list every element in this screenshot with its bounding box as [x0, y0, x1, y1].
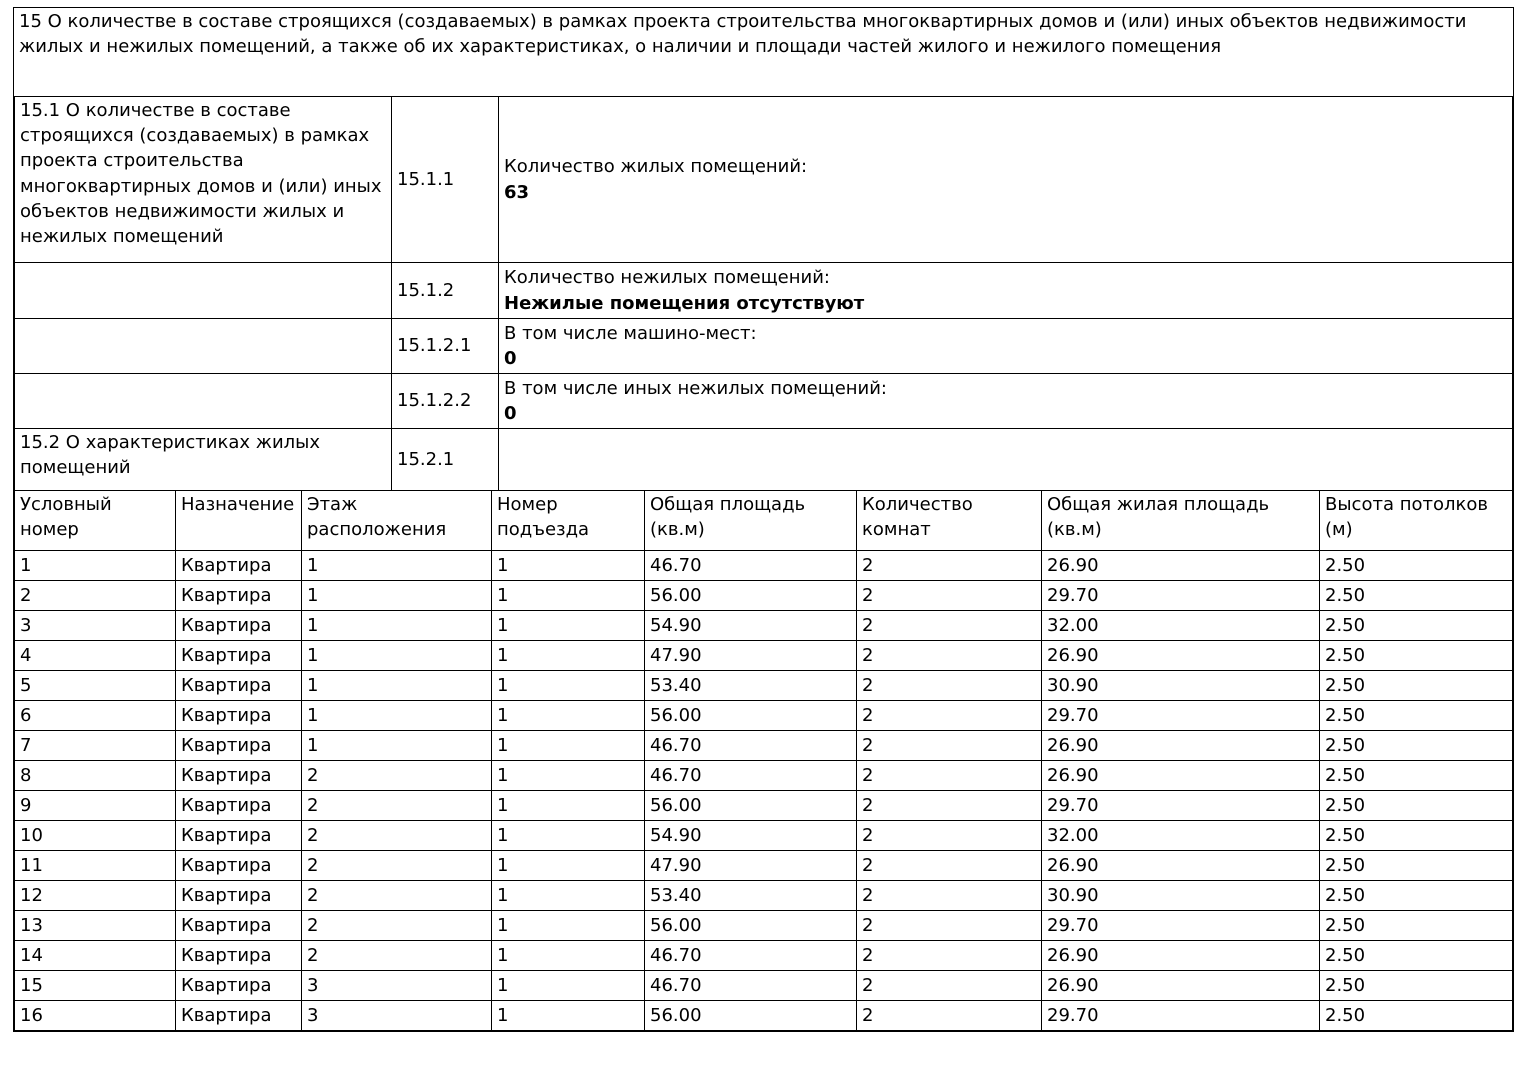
info-content-cell: [499, 374, 1513, 429]
cell-total-area: 56.00: [645, 791, 857, 821]
field-label: Количество нежилых помещений:: [504, 267, 830, 289]
column-header-purpose: Назначение: [176, 491, 302, 551]
cell-total-area: 46.70: [645, 551, 857, 581]
cell-purpose: Квартира: [176, 731, 302, 761]
cell-entrance: 1: [492, 911, 645, 941]
cell-floor: 3: [302, 971, 492, 1001]
cell-rooms: 2: [857, 791, 1042, 821]
cell-purpose: Квартира: [176, 611, 302, 641]
cell-rooms: 2: [857, 761, 1042, 791]
cell-entrance: 1: [492, 671, 645, 701]
apartment-row: [15, 851, 1513, 881]
apartment-row: [15, 731, 1513, 761]
info-topic-cell: [15, 319, 392, 374]
apartment-row: [15, 821, 1513, 851]
info-row: [15, 263, 1513, 319]
cell-floor: 3: [302, 1001, 492, 1031]
cell-floor: 2: [302, 911, 492, 941]
cell-entrance: 1: [492, 941, 645, 971]
cell-entrance: 1: [492, 641, 645, 671]
field-label: В том числе иных нежилых помещений:: [504, 377, 887, 399]
cell-ceiling-height: 2.50: [1320, 911, 1513, 941]
project-declaration-section-15: [13, 7, 1514, 1032]
apartment-row: [15, 611, 1513, 641]
cell-living-area: 26.90: [1042, 971, 1320, 1001]
column-header-floor: Этаж расположения: [302, 491, 492, 551]
cell-purpose: Квартира: [176, 701, 302, 731]
cell-living-area: 26.90: [1042, 761, 1320, 791]
cell-purpose: Квартира: [176, 551, 302, 581]
cell-number: 12: [15, 881, 176, 911]
cell-purpose: Квартира: [176, 1001, 302, 1031]
cell-entrance: 1: [492, 791, 645, 821]
cell-entrance: 1: [492, 851, 645, 881]
cell-floor: 1: [302, 671, 492, 701]
apartment-row: [15, 671, 1513, 701]
column-header-number: Условный номер: [15, 491, 176, 551]
cell-living-area: 29.70: [1042, 581, 1320, 611]
cell-floor: 2: [302, 761, 492, 791]
apartment-row: [15, 1001, 1513, 1031]
info-row: [15, 97, 1513, 263]
cell-number: 3: [15, 611, 176, 641]
cell-floor: 1: [302, 581, 492, 611]
cell-entrance: 1: [492, 821, 645, 851]
cell-ceiling-height: 2.50: [1320, 551, 1513, 581]
cell-rooms: 2: [857, 671, 1042, 701]
cell-purpose: Квартира: [176, 821, 302, 851]
cell-living-area: 26.90: [1042, 551, 1320, 581]
cell-ceiling-height: 2.50: [1320, 971, 1513, 1001]
cell-entrance: 1: [492, 701, 645, 731]
apartment-row: [15, 641, 1513, 671]
cell-floor: 2: [302, 851, 492, 881]
cell-entrance: 1: [492, 881, 645, 911]
info-code-cell: 15.1.2: [392, 263, 499, 319]
apartment-row: [15, 581, 1513, 611]
info-row: [15, 374, 1513, 429]
cell-total-area: 46.70: [645, 971, 857, 1001]
cell-purpose: Квартира: [176, 791, 302, 821]
field-value: 0: [504, 348, 517, 369]
cell-purpose: Квартира: [176, 971, 302, 1001]
cell-entrance: 1: [492, 971, 645, 1001]
cell-ceiling-height: 2.50: [1320, 791, 1513, 821]
field-label: В том числе машино-мест:: [504, 322, 757, 344]
apartment-row: [15, 761, 1513, 791]
apartment-row: [15, 971, 1513, 1001]
cell-purpose: Квартира: [176, 581, 302, 611]
cell-rooms: 2: [857, 881, 1042, 911]
field-value: 0: [504, 403, 517, 424]
cell-purpose: Квартира: [176, 851, 302, 881]
cell-purpose: Квартира: [176, 911, 302, 941]
field-label: Количество жилых помещений:: [504, 156, 808, 178]
cell-number: 7: [15, 731, 176, 761]
cell-number: 10: [15, 821, 176, 851]
info-topic-cell: [15, 263, 392, 319]
cell-rooms: 2: [857, 551, 1042, 581]
cell-number: 14: [15, 941, 176, 971]
cell-ceiling-height: 2.50: [1320, 701, 1513, 731]
cell-purpose: Квартира: [176, 671, 302, 701]
cell-rooms: 2: [857, 731, 1042, 761]
cell-total-area: 56.00: [645, 911, 857, 941]
cell-floor: 2: [302, 941, 492, 971]
cell-living-area: 26.90: [1042, 941, 1320, 971]
cell-rooms: 2: [857, 821, 1042, 851]
cell-living-area: 29.70: [1042, 701, 1320, 731]
field-value: 63: [504, 181, 530, 203]
info-code-cell: 15.1.1: [392, 97, 499, 263]
cell-number: 5: [15, 671, 176, 701]
cell-rooms: 2: [857, 581, 1042, 611]
cell-ceiling-height: 2.50: [1320, 611, 1513, 641]
info-content-cell: [499, 263, 1513, 319]
cell-floor: 1: [302, 701, 492, 731]
section-15-title: 15 О количестве в составе строящихся (создаваемых) в рамках проекта строительства многоквартирных домов и (или) иных объектов недвижимости жилых и нежилых помещений, а также об их характеристиках, о наличии и площади частей жилого и нежилого помещения: [19, 11, 1467, 58]
cell-purpose: Квартира: [176, 881, 302, 911]
cell-number: 15: [15, 971, 176, 1001]
cell-entrance: 1: [492, 551, 645, 581]
cell-living-area: 29.70: [1042, 1001, 1320, 1031]
apartment-row: [15, 701, 1513, 731]
cell-living-area: 30.90: [1042, 881, 1320, 911]
column-header-total-area: Общая площадь (кв.м): [645, 491, 857, 551]
cell-total-area: 56.00: [645, 701, 857, 731]
cell-floor: 2: [302, 881, 492, 911]
cell-living-area: 26.90: [1042, 731, 1320, 761]
cell-number: 11: [15, 851, 176, 881]
column-header-living-area: Общая жилая площадь (кв.м): [1042, 491, 1320, 551]
cell-entrance: 1: [492, 611, 645, 641]
cell-living-area: 30.90: [1042, 671, 1320, 701]
info-row: [15, 429, 1513, 491]
cell-living-area: 32.00: [1042, 611, 1320, 641]
info-topic-cell: 15.2 О характеристиках жилых помещений: [15, 429, 392, 491]
cell-floor: 1: [302, 611, 492, 641]
cell-rooms: 2: [857, 701, 1042, 731]
cell-rooms: 2: [857, 971, 1042, 1001]
cell-floor: 1: [302, 641, 492, 671]
cell-total-area: 47.90: [645, 851, 857, 881]
cell-living-area: 32.00: [1042, 821, 1320, 851]
apartment-row: [15, 941, 1513, 971]
cell-rooms: 2: [857, 851, 1042, 881]
cell-number: 6: [15, 701, 176, 731]
column-header-ceiling-height: Высота потолков (м): [1320, 491, 1513, 551]
apartment-row: [15, 911, 1513, 941]
cell-entrance: 1: [492, 731, 645, 761]
cell-ceiling-height: 2.50: [1320, 881, 1513, 911]
cell-ceiling-height: 2.50: [1320, 731, 1513, 761]
cell-ceiling-height: 2.50: [1320, 821, 1513, 851]
cell-floor: 2: [302, 821, 492, 851]
cell-rooms: 2: [857, 1001, 1042, 1031]
info-code-cell: 15.2.1: [392, 429, 499, 491]
apartment-row: [15, 791, 1513, 821]
cell-entrance: 1: [492, 1001, 645, 1031]
apartment-row: [15, 551, 1513, 581]
cell-number: 8: [15, 761, 176, 791]
cell-total-area: 46.70: [645, 731, 857, 761]
cell-total-area: 46.70: [645, 761, 857, 791]
premises-summary-table: [14, 96, 1513, 491]
cell-total-area: 56.00: [645, 581, 857, 611]
cell-ceiling-height: 2.50: [1320, 851, 1513, 881]
cell-total-area: 56.00: [645, 1001, 857, 1031]
cell-purpose: Квартира: [176, 761, 302, 791]
cell-living-area: 26.90: [1042, 641, 1320, 671]
cell-floor: 2: [302, 791, 492, 821]
cell-living-area: 29.70: [1042, 911, 1320, 941]
cell-ceiling-height: 2.50: [1320, 641, 1513, 671]
cell-ceiling-height: 2.50: [1320, 671, 1513, 701]
cell-number: 4: [15, 641, 176, 671]
cell-rooms: 2: [857, 611, 1042, 641]
cell-ceiling-height: 2.50: [1320, 761, 1513, 791]
cell-total-area: 53.40: [645, 671, 857, 701]
apartments-header-row: [15, 491, 1513, 551]
cell-number: 13: [15, 911, 176, 941]
info-content-cell: [499, 429, 1513, 491]
column-header-entrance: Номер подъезда: [492, 491, 645, 551]
cell-number: 2: [15, 581, 176, 611]
cell-entrance: 1: [492, 581, 645, 611]
cell-floor: 1: [302, 551, 492, 581]
cell-total-area: 46.70: [645, 941, 857, 971]
cell-ceiling-height: 2.50: [1320, 941, 1513, 971]
cell-total-area: 54.90: [645, 611, 857, 641]
apartment-row: [15, 881, 1513, 911]
cell-rooms: 2: [857, 941, 1042, 971]
column-header-rooms: Количество комнат: [857, 491, 1042, 551]
cell-total-area: 54.90: [645, 821, 857, 851]
cell-rooms: 2: [857, 641, 1042, 671]
cell-purpose: Квартира: [176, 641, 302, 671]
info-code-cell: 15.1.2.1: [392, 319, 499, 374]
info-content-cell: [499, 97, 1513, 263]
info-content-cell: [499, 319, 1513, 374]
info-topic-cell: [15, 374, 392, 429]
cell-living-area: 29.70: [1042, 791, 1320, 821]
info-topic-cell: 15.1 О количестве в составе строящихся (создаваемых) в рамках проекта строительства многоквартирных домов и (или) иных объектов недвижимости жилых и нежилых помещений: [15, 97, 392, 263]
cell-number: 1: [15, 551, 176, 581]
field-value: Нежилые помещения отсутствуют: [504, 292, 865, 314]
cell-living-area: 26.90: [1042, 851, 1320, 881]
cell-rooms: 2: [857, 911, 1042, 941]
cell-floor: 1: [302, 731, 492, 761]
cell-number: 9: [15, 791, 176, 821]
cell-total-area: 53.40: [645, 881, 857, 911]
cell-entrance: 1: [492, 761, 645, 791]
info-code-cell: 15.1.2.2: [392, 374, 499, 429]
cell-number: 16: [15, 1001, 176, 1031]
apartments-table: [14, 490, 1513, 1031]
cell-total-area: 47.90: [645, 641, 857, 671]
cell-ceiling-height: 2.50: [1320, 1001, 1513, 1031]
cell-ceiling-height: 2.50: [1320, 581, 1513, 611]
info-row: [15, 319, 1513, 374]
cell-purpose: Квартира: [176, 941, 302, 971]
